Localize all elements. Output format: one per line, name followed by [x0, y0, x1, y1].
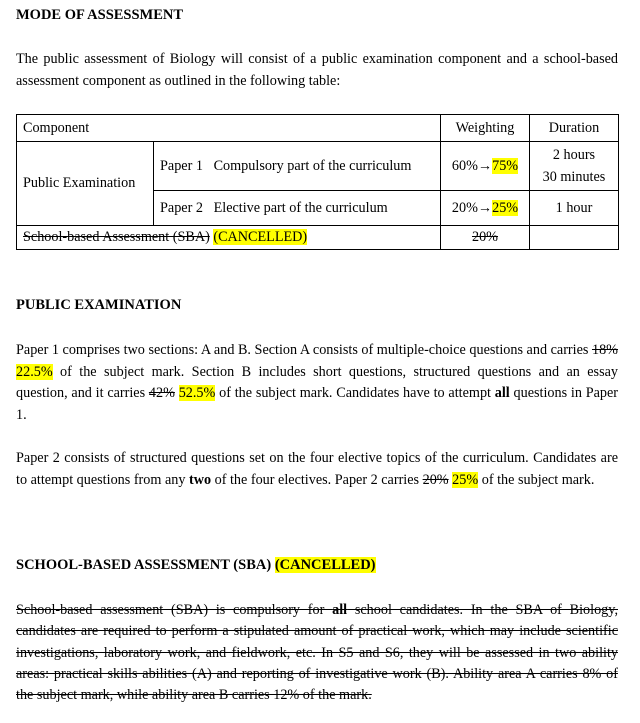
p1-old-1: 18% [591, 342, 618, 358]
assessment-table [16, 114, 619, 250]
sba-paragraph [16, 600, 618, 706]
header-duration: Duration [530, 115, 619, 142]
paper2-cell [154, 191, 441, 226]
p1-old-2: 42% [148, 385, 175, 401]
sba-duration [530, 226, 619, 250]
paper2-weight-old: 20% [451, 199, 478, 216]
arrow-icon: → [477, 199, 493, 216]
sba-weighting: 20% [441, 226, 530, 250]
p1-text-4: questions in Paper 1. [16, 385, 618, 423]
sba-heading [16, 557, 376, 574]
arrow-icon: → [477, 157, 493, 174]
sba-heading-text: SCHOOL-BASED ASSESSMENT (SBA) [16, 557, 272, 573]
p2-bold: two [188, 471, 212, 488]
paper2-weight-new: 25% [492, 199, 519, 216]
paper1-weighting [441, 142, 530, 191]
paper2-name: Paper 2 [160, 199, 203, 216]
paper2-duration: 1 hour [530, 191, 619, 226]
sba-heading-cancelled: (CANCELLED) [274, 557, 376, 573]
public-exam-paragraph-2 [16, 448, 618, 491]
sba-text-2: school candidates. In the SBA of Biology, candidates are required to perform a stipulated amount of practical work, which may include scientific investigations, laboratory work, and fieldwork, etc. In S5 and S6, they will be assessed in two ability areas: practical skills abilities (A) and reporting of investigative work (B). Ability area A carries 8% of the subject mark, while ability area B carries 12% of the mark. [16, 602, 618, 704]
p2-text-2: of the four electives. Paper 2 carries [211, 471, 423, 488]
paper1-weight-new: 75% [492, 157, 519, 174]
paper1-desc: Compulsory part of the curriculum [213, 157, 412, 174]
paper1-cell [154, 142, 441, 191]
p2-text-1: Paper 2 consists of structured questions set on the four elective topics of the curriculum. Candidates are to attempt questions from any [16, 450, 618, 488]
header-weighting: Weighting [441, 115, 530, 142]
public-exam-paragraph-1 [16, 340, 618, 426]
p2-text-3: of the subject mark. [478, 471, 595, 488]
paper1-weight-old: 60% [451, 157, 478, 174]
header-component: Component [17, 115, 441, 142]
paper1-duration-line1: 2 hours [552, 147, 596, 163]
paper2-desc: Elective part of the curriculum [213, 199, 388, 216]
p2-old: 20% [422, 471, 449, 488]
mode-intro: The public assessment of Biology will consist of a public examination component and a school-based assessment component as outlined in the following table: [16, 51, 618, 89]
p1-new-1: 22.5% [16, 363, 53, 380]
public-exam-heading: PUBLIC EXAMINATION [16, 297, 182, 313]
p1-bold: all [494, 385, 510, 401]
sba-cancelled-badge: (CANCELLED) [213, 229, 308, 245]
paper1-name: Paper 1 [160, 157, 203, 174]
p1-text-3: of the subject mark. Candidates have to attempt [215, 385, 495, 401]
sba-label: School-based Assessment (SBA) [23, 229, 210, 245]
sba-text-1: School-based assessment (SBA) is compulsory for [16, 602, 333, 618]
p1-new-2: 52.5% [178, 385, 216, 401]
p1-text-2: of the subject mark. Section B includes short questions, structured questions and an essay question, and it carries [16, 363, 618, 401]
public-exam-label: Public Examination [17, 142, 154, 226]
sba-bold: all [332, 602, 348, 618]
mode-heading: MODE OF ASSESSMENT [16, 7, 184, 23]
p2-new: 25% [452, 471, 479, 488]
p1-text-1: Paper 1 comprises two sections: A and B. Section A consists of multiple-choice questions and carries [16, 342, 592, 358]
paper1-duration-line2: 30 minutes [542, 169, 606, 185]
paper1-duration [530, 142, 619, 191]
paper2-weighting [441, 191, 530, 226]
sba-row-label [17, 226, 441, 250]
